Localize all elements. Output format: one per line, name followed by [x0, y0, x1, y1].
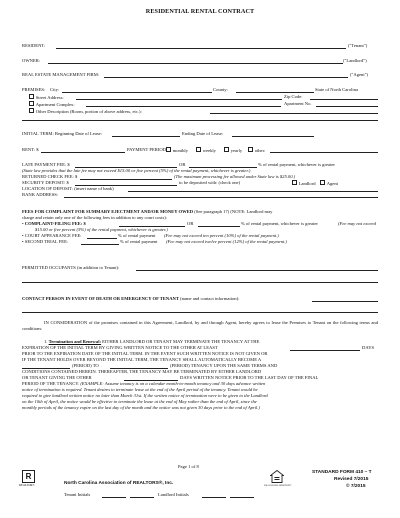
monthly-label: monthly [172, 147, 189, 153]
termination-line8 [22, 381, 265, 386]
weekly-checkbox[interactable] [196, 147, 201, 152]
owner-label: OWNER: [22, 58, 41, 63]
tenant-initials-field-1[interactable] [102, 497, 126, 498]
termination-line7a: OR TENANT GIVING THE OTHER [22, 375, 92, 380]
court-fee-note: (Fee may not exceed ten percent (10%) of the rental payment.) [164, 233, 279, 238]
street-option[interactable] [29, 94, 64, 100]
zip-label: Zip Code: [284, 94, 303, 99]
monthly-option[interactable] [166, 147, 188, 153]
termination-line2a: EXPIRATION OF THE INITIAL TERM BY GIVING WRITTEN NOTICE TO THE OTHER AT LEAST [22, 345, 218, 350]
emergency-label: CONTACT PERSON IN EVENT OF DEATH OR EMERGENCY OF TENANT [22, 296, 179, 301]
apartment-no-label: Apartment No. [284, 101, 312, 106]
late-fee-pct-label: % of rental payment, whichever is greater [258, 162, 335, 167]
deposit-landlord-label: Landlord [298, 180, 316, 186]
termination-line9: notice of termination is required. Tenant desires to terminate lease at the end of the April period of the tenancy. Tenant would be [22, 387, 258, 392]
landlord-initials-label: Landlord Initials [158, 492, 189, 497]
weekly-option[interactable] [196, 147, 216, 153]
deposit-landlord-checkbox[interactable] [292, 180, 297, 185]
premises-extra-line[interactable] [22, 120, 378, 121]
other-label: Other Description (Room, portion of above address, etc.): [35, 108, 142, 114]
landlord-initials-field-1[interactable] [202, 497, 226, 498]
start-date-field[interactable] [112, 136, 180, 137]
court-fee-field[interactable] [87, 238, 117, 239]
second-trial-row [22, 239, 68, 244]
city-field[interactable] [62, 92, 212, 93]
yearly-label: yearly [230, 147, 243, 153]
yearly-checkbox[interactable] [224, 147, 229, 152]
termination-line8a: PERIOD OF THE TENANCY. [22, 381, 80, 386]
filing-fee-note-b: $15.00 or five percent (5%) of the rental payment, whichever is greater.) [35, 227, 168, 232]
late-fee-note: (State law provides that the late fee may not exceed $15.00 or five percent (5%) of the rental payment, whichever is greater.) [22, 168, 251, 173]
landlord-initials-field-2[interactable] [230, 497, 254, 498]
owner-suffix: ("Landlord") [343, 58, 367, 63]
returned-check-field[interactable] [80, 179, 172, 180]
filing-fee-or: OR [187, 221, 194, 226]
street-label: Street Address: [35, 94, 64, 100]
emergency-field[interactable] [312, 301, 378, 302]
association-name-text: North Carolina Association of REALTORS [64, 481, 159, 486]
equal-housing-icon [270, 470, 284, 483]
realtor-caption: REALTOR® [19, 483, 35, 487]
emergency-extra-line[interactable] [22, 312, 378, 313]
association-name [64, 481, 173, 486]
second-trial-field[interactable] [81, 244, 119, 245]
termination-line12: monthly periods of the tenancy expire on the last day of the month and the notice was not given 30 days prior to the end of April.) [22, 405, 260, 410]
association-suffix: ®, Inc. [158, 481, 174, 486]
court-fee-label: COURT APPEARANCE FEE: [24, 233, 82, 238]
form-revised: Revised 7/2015 [334, 477, 369, 482]
emergency-row [22, 296, 239, 301]
monthly-checkbox[interactable] [166, 147, 171, 152]
agent-suffix: ("Agent") [350, 72, 369, 77]
termination-line7b: DAYS WRITTEN NOTICE PRIOR TO THE LAST DAY OF THE FINAL [180, 375, 319, 380]
court-fee-pct-label: % of rental payment [118, 233, 156, 238]
bullet: • [22, 233, 24, 238]
emergency-suffix: (name and contact information): [180, 296, 240, 301]
occupants-label: PERMITTED OCCUPANTS (in addition to Tenant): [22, 265, 120, 270]
deposited-with-label: to be deposited with: (check one) [179, 180, 241, 185]
other-period-field[interactable] [270, 152, 378, 153]
termination-line5b: (PERIOD) TENANCY UPON THE SAME TERMS AND [170, 363, 278, 368]
bullet: • [22, 239, 24, 244]
termination-line11: on the 10th of April, the notice would be effective to terminate the lease at the end of May rather than the end of April, since the [22, 399, 257, 404]
filing-fee-pct-field[interactable] [198, 226, 240, 227]
complex-label: Apartment Complex: [35, 101, 75, 107]
other-period-option[interactable] [248, 147, 265, 153]
zip-field[interactable] [310, 99, 378, 100]
late-fee-label: LATE PAYMENT FEE: $ [22, 162, 70, 167]
bank-address-label: BANK ADDRESS: [22, 192, 59, 197]
agent-field[interactable] [104, 77, 348, 78]
resident-suffix: ("Tenant") [348, 43, 368, 48]
filing-fee-label: COMPLAINT-FILING FEE: $ [24, 221, 86, 226]
equal-housing-caption: EQUAL HOUSING OPPORTUNITY [264, 485, 292, 487]
filing-fee-note-a: (Fee may not exceed [338, 221, 376, 226]
resident-label: RESIDENT: [22, 43, 46, 48]
complex-option[interactable] [29, 101, 75, 107]
termination-line4: IF THE TENANT HOLDS OVER BEYOND THE INITIAL TERM, THE TENANCY SHALL AUTOMATICALLY BECOME A [22, 357, 262, 362]
complaint-heading-row [22, 209, 272, 214]
second-trial-pct-label: % of rental payment [120, 239, 158, 244]
street-checkbox[interactable] [29, 94, 34, 99]
form-number: STANDARD FORM 410 – T [312, 470, 372, 475]
yearly-option[interactable] [224, 147, 242, 153]
termination-line8b: (EXAMPLE: Assume tenancy is on a calendar month-to-month tenancy and 30 days advance written [80, 381, 266, 386]
notice-days-field[interactable] [290, 350, 360, 351]
agent-label: REAL ESTATE MANAGEMENT FIRM: [22, 72, 100, 77]
occupants-field[interactable] [136, 270, 378, 271]
other-period-checkbox[interactable] [248, 147, 253, 152]
court-fee-row [22, 233, 82, 238]
bank-address-field[interactable] [64, 197, 378, 198]
returned-check-label: RETURNED CHECK FEE: $ [22, 174, 78, 179]
termination-heading-row [44, 339, 259, 344]
owner-field[interactable] [48, 63, 343, 64]
page-title: RESIDENTIAL RENTAL CONTRACT [145, 8, 255, 15]
deposit-agent-option[interactable] [320, 180, 338, 186]
deposit-agent-label: Agent [326, 180, 338, 186]
end-date-field[interactable] [232, 136, 314, 137]
street-field[interactable] [76, 99, 282, 100]
county-field[interactable] [236, 92, 314, 93]
termination-number: 1. [44, 339, 48, 344]
consideration-paragraph: IN CONSIDERATION of the promises contained in this Agreement, Landlord, by and through Agent, hereby agrees to lease the Premises to Tenant on the following terms and conditions: [22, 320, 378, 331]
rent-label: RENT: $ [22, 147, 39, 152]
apartment-no-field[interactable] [316, 106, 378, 107]
complaint-see: (See paragraph 17) (NOTE: Landlord may [194, 209, 273, 214]
initial-term-label: INITIAL TERM: Beginning Date of Lease: [22, 131, 102, 136]
complaint-line2: charge and retain only one of the following fees in addition to any court costs): [22, 215, 168, 220]
second-trial-label: SECOND TRIAL FEE: [24, 239, 69, 244]
premises-label: PREMISES: [22, 87, 46, 92]
second-trial-note: (Fee may not exceed twelve percent (12%) of the rental payment.) [166, 239, 287, 244]
ending-date-label: Ending Date of Lease: [182, 131, 224, 136]
termination-line10: required to give landlord written notice no later than March 31st. If the written notice of termination were to be given to the Landlord [22, 393, 268, 398]
other-field[interactable] [210, 113, 378, 114]
complex-checkbox[interactable] [29, 101, 34, 106]
deposit-location-label: LOCATION OF DEPOSIT: (insert name of bank) [22, 186, 114, 191]
termination-line5a: (PERIOD) TO [72, 363, 99, 368]
deposit-landlord-option[interactable] [292, 180, 316, 186]
termination-heading: Termination and Renewal: [48, 339, 102, 344]
termination-line1: EITHER LANDLORD OR TENANT MAY TERMINATE THE TENANCY AT THE [102, 339, 260, 344]
returned-check-note: (The maximum processing fee allowed under State law is $25.00.) [174, 174, 296, 179]
weekly-label: weekly [202, 147, 216, 153]
tenant-initials-field-2[interactable] [130, 497, 154, 498]
deposit-location-field[interactable] [128, 191, 378, 192]
occupants-extra-line[interactable] [22, 282, 378, 283]
termination-line6: CONDITIONS CONTAINED HEREIN. THEREAFTER, THE TENANCY MAY BE TERMINATED BY EITHER LANDLORD [22, 369, 262, 374]
deposit-agent-checkbox[interactable] [320, 180, 325, 185]
other-checkbox[interactable] [29, 108, 34, 113]
form-copyright: © 7/2015 [346, 484, 366, 489]
late-fee-or: OR [179, 162, 186, 167]
county-label: County: [213, 87, 228, 92]
complaint-heading: FEES FOR COMPLAINT FOR SUMMARY EJECTMENT AND/OR MONEY OWED [22, 209, 194, 214]
rent-field[interactable] [41, 152, 125, 153]
other-option[interactable] [29, 108, 142, 114]
filing-fee-pct-label: % of rental payment, whichever is greater [241, 221, 318, 226]
complex-field[interactable] [86, 106, 281, 107]
bullet: • [22, 221, 24, 226]
security-deposit-label: SECURITY DEPOSIT: $ [22, 180, 69, 185]
realtor-logo-icon: R [22, 470, 35, 483]
termination-line3: PRIOR TO THE EXPIRATION DATE OF THE INITIAL TERM. IN THE EVENT SUCH WRITTEN NOTICE IS NOT GIVEN OR [22, 351, 268, 356]
page-number: Page 1 of 8 [178, 464, 199, 469]
termination-line2b: DAYS [362, 345, 375, 350]
other-period-label: other: [254, 147, 266, 153]
city-label: City: [50, 87, 60, 92]
filing-fee-row [22, 221, 86, 226]
state-label: State of North Carolina [315, 87, 358, 92]
tenant-initials-label: Tenant Initials [64, 492, 91, 497]
payment-period-label: PAYMENT PERIOD: [127, 147, 168, 152]
resident-field[interactable] [56, 48, 346, 49]
